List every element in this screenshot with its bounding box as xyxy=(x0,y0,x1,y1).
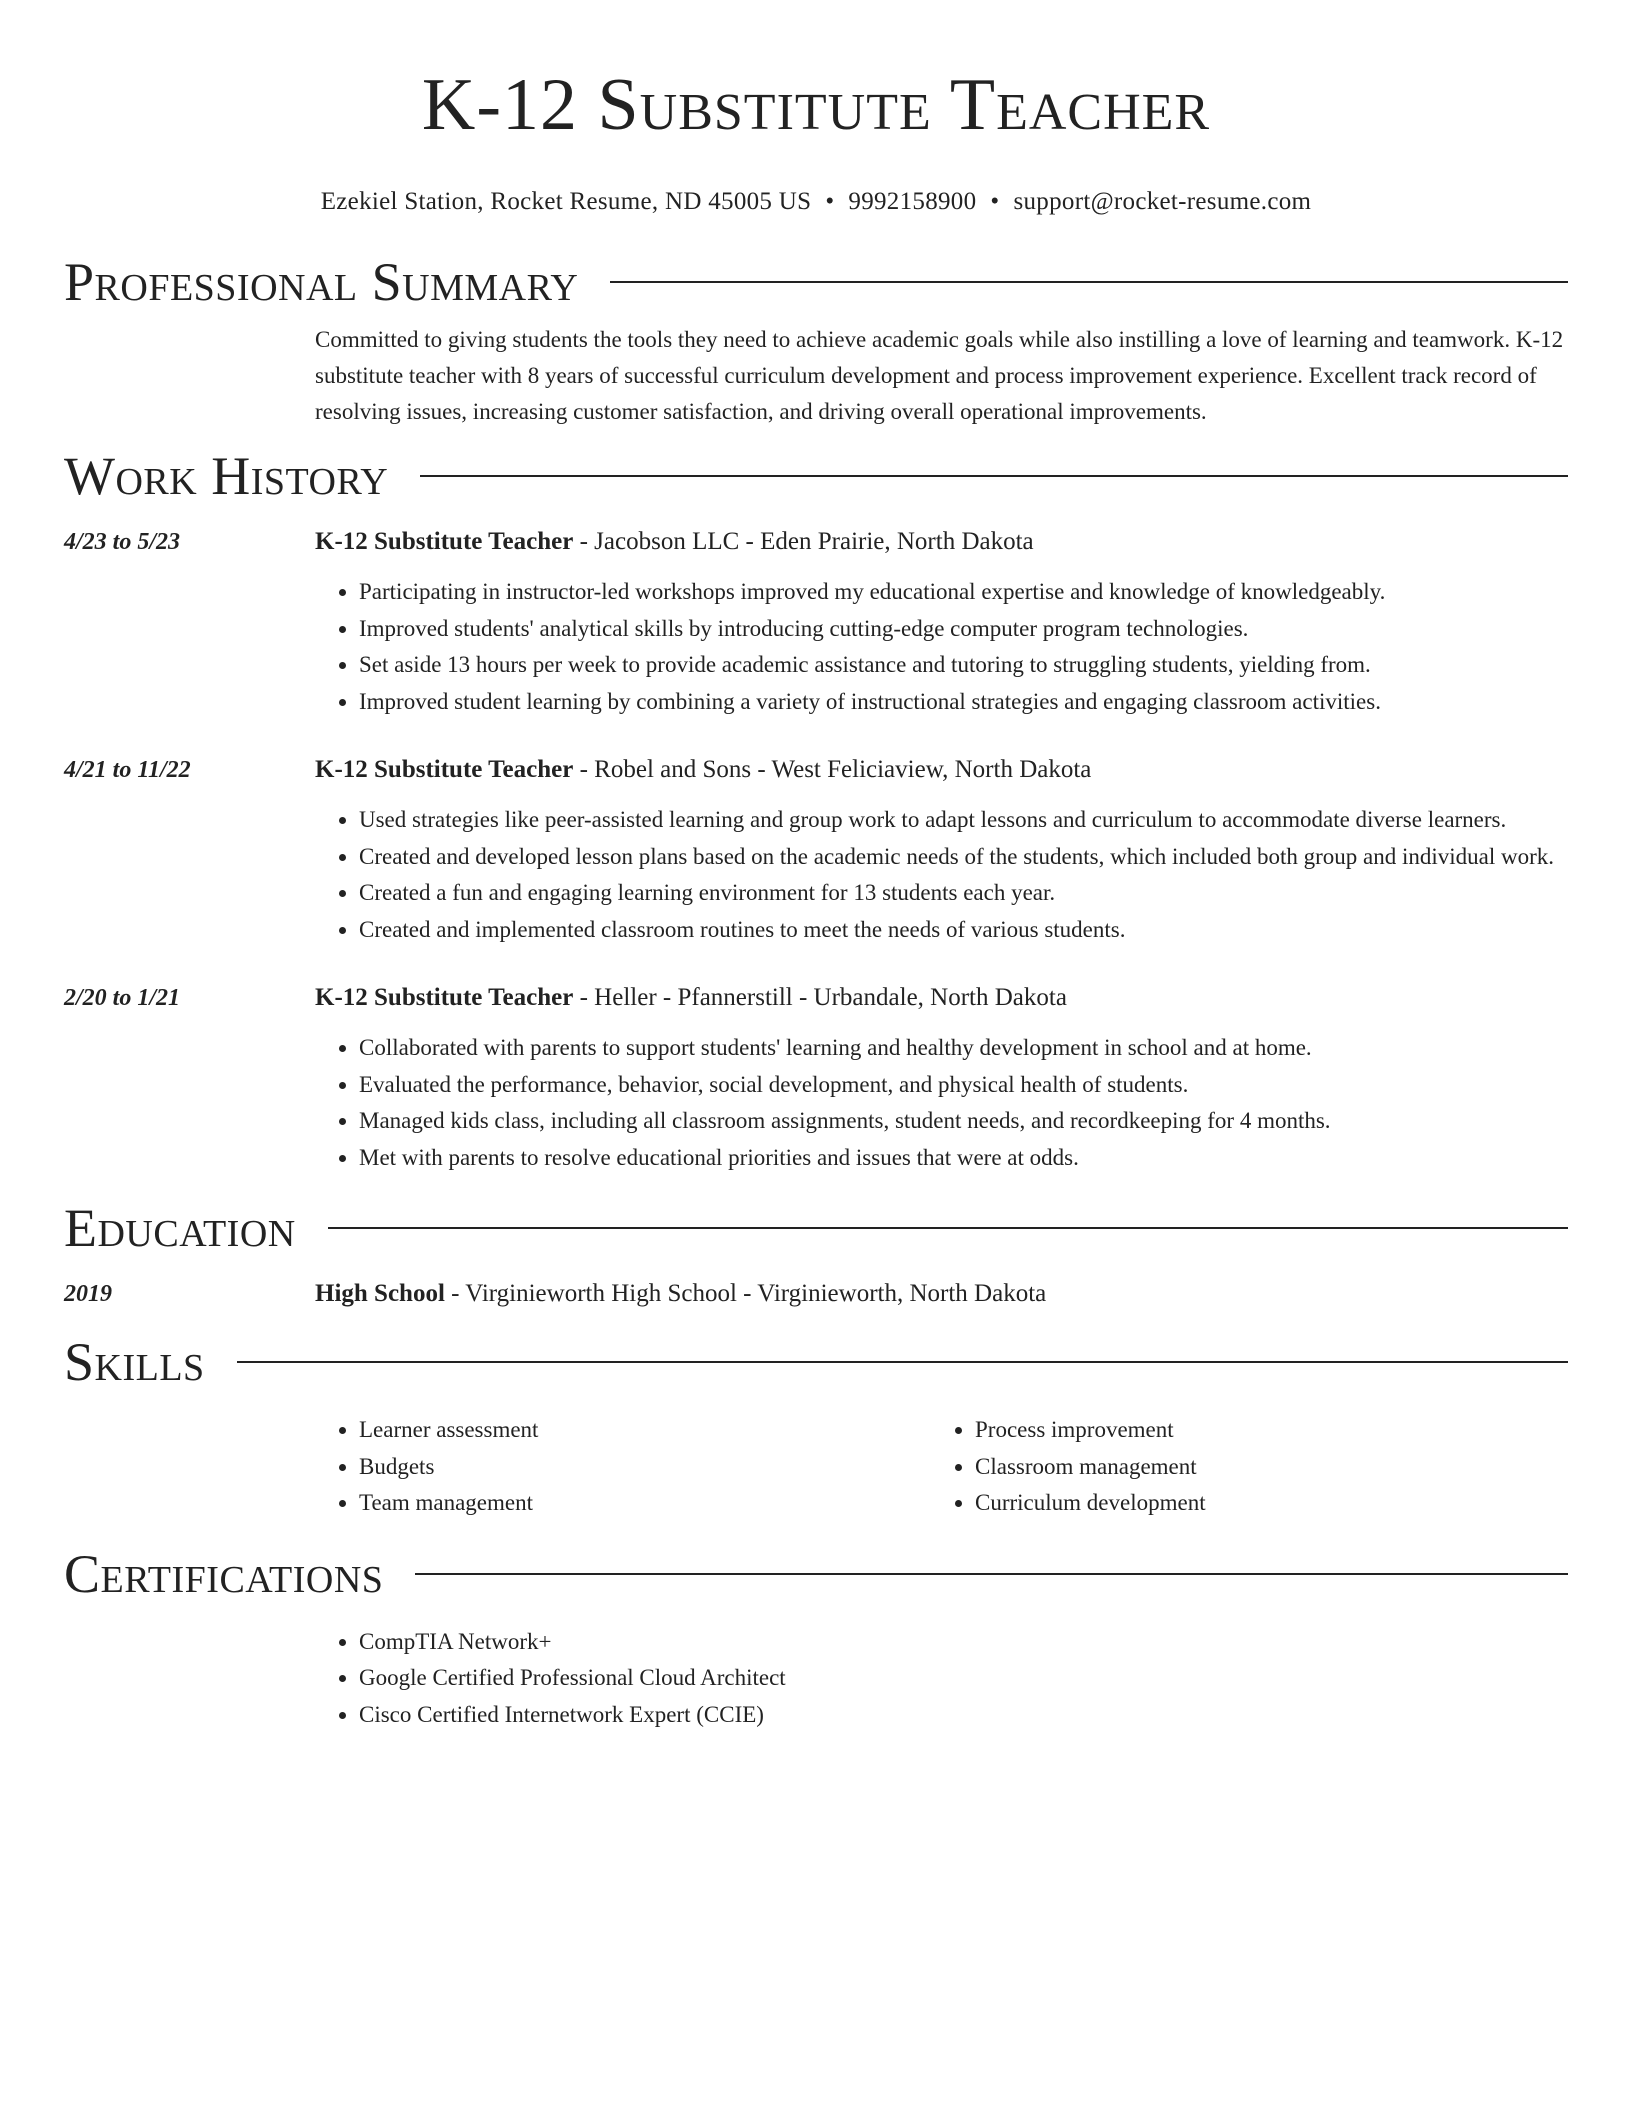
job-title: K-12 Substitute Teacher xyxy=(315,984,574,1011)
education-degree: High School xyxy=(315,1280,445,1307)
job-employer: - Robel and Sons - West Feliciaview, North Dakota xyxy=(573,756,1092,783)
list-item: • Used strategies like peer-assisted learning and group work to adapt lessons and curriculum to accommodate diverse learners. xyxy=(359,802,1568,839)
contact-phone: 9992158900 xyxy=(848,188,977,215)
list-item: • Improved students' analytical skills by introducing cutting-edge computer program technologies. xyxy=(359,611,1568,648)
skills-column-right xyxy=(931,1412,1535,1522)
job-title: K-12 Substitute Teacher xyxy=(315,756,574,783)
education-school: - Virginieworth High School - Virginieworth, North Dakota xyxy=(444,1280,1047,1307)
job-title: K-12 Substitute Teacher xyxy=(315,528,574,555)
section-divider xyxy=(415,1573,1568,1575)
skill-item: • Learner assessment xyxy=(359,1412,931,1449)
job-bullets xyxy=(315,1030,1568,1176)
section-divider xyxy=(328,1227,1568,1229)
summary-heading: Professional Summary xyxy=(64,252,579,312)
contact-line xyxy=(64,186,1568,218)
education-year: 2019 xyxy=(64,1281,112,1307)
job-dates: 2/20 to 1/21 xyxy=(64,985,181,1011)
job-entry xyxy=(64,752,1568,948)
certifications-list xyxy=(315,1624,1568,1734)
list-item: • Created and implemented classroom routines to meet the needs of various students. xyxy=(359,912,1568,949)
education-section-heading xyxy=(64,1198,1568,1258)
work-heading: Work History xyxy=(64,446,389,506)
certifications-bullets xyxy=(315,1624,1568,1734)
list-item: • Improved student learning by combining a variety of instructional strategies and engaging classroom activities. xyxy=(359,684,1568,721)
skills-section-heading xyxy=(64,1332,1568,1392)
job-entry xyxy=(64,980,1568,1176)
job-bullets xyxy=(315,574,1568,720)
list-item: • Managed kids class, including all classroom assignments, student needs, and recordkeeping for 4 months. xyxy=(359,1103,1568,1140)
job-employer: - Jacobson LLC - Eden Prairie, North Dakota xyxy=(573,528,1034,555)
skill-item: • Curriculum development xyxy=(975,1485,1535,1522)
job-details xyxy=(315,524,1568,720)
list-item: • Set aside 13 hours per week to provide academic assistance and tutoring to struggling students, yielding from. xyxy=(359,647,1568,684)
skills-column-left xyxy=(315,1412,931,1522)
education-entry xyxy=(64,1276,1568,1312)
list-item: • Evaluated the performance, behavior, social development, and physical health of students. xyxy=(359,1067,1568,1104)
skills-list xyxy=(315,1412,1568,1522)
certification-item: • CompTIA Network+ xyxy=(359,1624,1568,1661)
job-details xyxy=(315,980,1568,1176)
section-divider xyxy=(420,475,1568,477)
resume-page xyxy=(64,0,1568,1733)
list-item: • Participating in instructor-led workshops improved my educational expertise and knowledge of knowledgeably. xyxy=(359,574,1568,611)
education-details xyxy=(315,1276,1568,1312)
job-dates: 4/21 to 11/22 xyxy=(64,757,191,783)
list-item: • Created a fun and engaging learning environment for 13 students each year. xyxy=(359,875,1568,912)
job-dates: 4/23 to 5/23 xyxy=(64,529,181,555)
certification-item: • Cisco Certified Internetwork Expert (CCIE) xyxy=(359,1697,1568,1734)
summary-section-heading xyxy=(64,252,1568,312)
candidate-name: K-12 Substitute Teacher xyxy=(421,64,1211,146)
skill-item: • Process improvement xyxy=(975,1412,1535,1449)
contact-address: Ezekiel Station, Rocket Resume, ND 45005 US xyxy=(320,188,812,215)
certifications-section-heading xyxy=(64,1544,1568,1604)
contact-email: support@rocket-resume.com xyxy=(1013,188,1312,215)
skill-item: • Classroom management xyxy=(975,1449,1535,1486)
separator-dot: • xyxy=(990,188,1000,215)
skill-item: • Team management xyxy=(359,1485,931,1522)
job-employer: - Heller - Pfannerstill - Urbandale, North Dakota xyxy=(573,984,1067,1011)
job-title-line xyxy=(315,524,1568,560)
list-item: • Created and developed lesson plans based on the academic needs of the students, which included both group and individual work. xyxy=(359,839,1568,876)
job-bullets xyxy=(315,802,1568,948)
job-details xyxy=(315,752,1568,948)
separator-dot: • xyxy=(825,188,835,215)
skills-heading: Skills xyxy=(64,1332,205,1392)
section-divider xyxy=(237,1361,1568,1363)
summary-text: Committed to giving students the tools they need to achieve academic goals while also instilling a love of learning and teamwork. K-12 substitute teacher with 8 years of successful curriculum development and process improvement experience. Excellent track record of resolving issues, increasing customer satisfaction, and driving overall operational improvements. xyxy=(315,327,1564,424)
job-title-line xyxy=(315,752,1568,788)
section-divider xyxy=(610,281,1568,283)
job-title-line xyxy=(315,980,1568,1016)
list-item: • Collaborated with parents to support students' learning and healthy development in school and at home. xyxy=(359,1030,1568,1067)
certifications-heading: Certifications xyxy=(64,1543,384,1604)
education-heading: Education xyxy=(64,1198,296,1258)
certification-item: • Google Certified Professional Cloud Architect xyxy=(359,1660,1568,1697)
skill-item: • Budgets xyxy=(359,1449,931,1486)
list-item: • Met with parents to resolve educational priorities and issues that were at odds. xyxy=(359,1140,1568,1177)
work-section-heading xyxy=(64,446,1568,506)
job-entry xyxy=(64,524,1568,720)
